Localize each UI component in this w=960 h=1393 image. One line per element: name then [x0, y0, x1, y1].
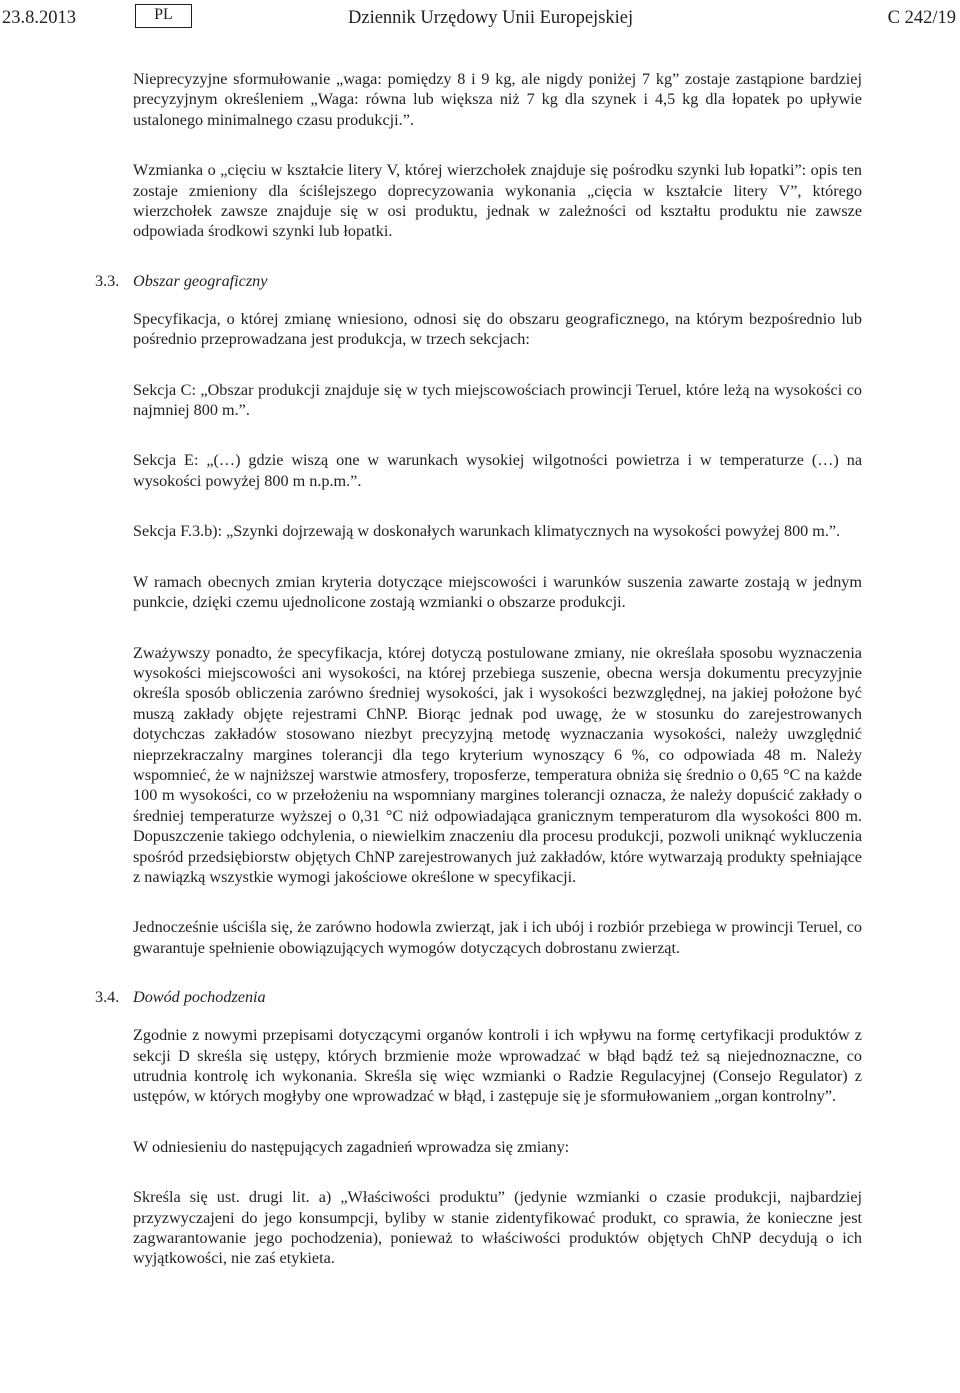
document-body — [0, 69, 960, 1285]
paragraph-section-c: Sekcja C: „Obszar produkcji znajduje się w tych miejscowościach prowincji Teruel, które leżą na wysokości co najmniej 800 m.”. — [133, 380, 862, 420]
page-reference: C 242/19 — [887, 8, 956, 28]
publication-date: 23.8.2013 — [2, 8, 76, 28]
paragraph-control-bodies: Zgodnie z nowymi przepisami dotyczącymi organów kontroli i ich wpływu na formę certyfikacji produktów z sekcji D skreśla się ustępy, których brzmienie może wprowadzać w błąd bądź też są niejednoznaczne, co utrudnia kontrolę ich wykonania. Skreśla się więc wzmianki o Radzie Regulacyjnej (Consejo Regulator) z ustępów, w których mogłyby one wprowadzać w błąd, i zastępuje się je sformułowaniem „organ kontrolny”. — [133, 1026, 862, 1106]
section-heading-3-4 — [0, 987, 960, 1009]
paragraph-animal-welfare: Jednocześnie uściśla się, że zarówno hodowla zwierząt, jak i ich ubój i rozbiór przebiega w prowincji Teruel, co gwarantuje spełnienie obowiązujących wymogów dotyczących dobrostanu zwierząt. — [133, 918, 862, 957]
section-number: 3.3. — [95, 271, 120, 290]
paragraph-changes-intro: W odniesieniu do następujących zagadnień wprowadza się zmiany: — [133, 1137, 570, 1156]
paragraph-current-changes: W ramach obecnych zmian kryteria dotyczące miejscowości i warunków suszenia zawarte zostają w jednym punkcie, dzięki czemu ujednolicone zostają wzmianki o obszarze produkcji. — [133, 572, 862, 612]
section-title: Obszar geograficzny — [133, 271, 268, 290]
paragraph-v-cut: Wzmianka o „cięciu w kształcie litery V, której wierzchołek znajduje się pośrodku szynki lub łopatki”: opis ten zostaje zmieniony dla ściślejszego doprecyzowania wykonania „cięcia w kształcie litery V”, którego wierzchołek zawsze znajduje się w osi produktu, jednak w zależności od kształtu produktu nie zawsze odpowiada środkowi szynki lub łopatki. — [133, 161, 862, 241]
paragraph-section-e: Sekcja E: „(…) gdzie wiszą one w warunkach wysokiej wilgotności powietrza i w temperaturze (…) na wysokości powyżej 800 m n.p.m.”. — [133, 451, 862, 490]
paragraph-product-characteristics: Skreśla się ust. drugi lit. a) „Właściwości produktu” (jedynie wzmianki o czasie produkcji, najbardziej przyzwyczajeni do jego konsumpcji, byliby w stanie zidentyfikować produkt, co sprawia, że konieczne jest zagwarantowanie jego pochodzenia), ponieważ to właściwości produktów objętych ChNP decydują o ich wyjątkowości, nie zaś etykieta. — [133, 1188, 862, 1268]
paragraph-altitude-tolerance: Zważywszy ponadto, że specyfikacja, której dotyczą postulowane zmiany, nie określała sposobu wyznaczenia wysokości miejscowości ani wysokości, na której przebiega suszenie, obecna wersja dokumentu precyzyjnie określa sposób obliczenia zarówno średniej wysokości, jak i wysokości bezwzględnej, na jakiej położone być muszą zakłady objęte rejestrami ChNP. Biorąc jednak pod uwagę, że w stosunku do zarejestrowanych dotychczas zakładów stosowano niezbyt precyzyjną metodę wyznaczania wysokości, należy uwzględnić nieprzekraczalny margines tolerancji dla tego kryterium wynoszący 6 %, co odpowiada 48 m. Należy wspomnieć, że w najniższej warstwie atmosfery, troposferze, temperatura obniża się średnio o 0,65 °C na każde 100 m wysokości, co w przełożeniu na wspomniany margines tolerancji oznacza, że należy dopuścić zakłady o średniej temperaturze wyższej o 0,31 °C niż odpowiadająca granicznym temperaturom dla wysokości 800 m. Dopuszczenie takiego odchylenia, o niewielkim znaczeniu dla procesu produkcji, pozwoli uniknąć wykluczenia spośród przedsiębiorstw objętych ChNP zarejestrowanych już zakładów, które wytwarzają produkty spełniające z nawiązką wszystkie wymogi jakościowe określone w specyfikacji. — [133, 643, 862, 886]
paragraph-weight: Nieprecyzyjne sformułowanie „waga: pomiędzy 8 i 9 kg, ale nigdy poniżej 7 kg” zostaje zastąpione bardziej precyzyjnym określeniem „Waga: równa lub większa niż 7 kg dla szynek i 4,5 kg dla łopatek po upływie ustalonego minimalnego czasu produkcji.”. — [133, 70, 862, 129]
journal-title: Dziennik Urzędowy Unii Europejskiej — [348, 8, 634, 28]
section-heading-3-3 — [0, 271, 960, 293]
section-title: Dowód pochodzenia — [133, 988, 266, 1007]
page-header — [0, 4, 960, 34]
language-code-box: PL — [135, 4, 192, 28]
section-number: 3.4. — [95, 988, 120, 1007]
paragraph-geographic-area: Specyfikacja, o której zmianę wniesiono, odnosi się do obszaru geograficznego, na którym bezpośrednio lub pośrednio przeprowadzana jest produkcja, w trzech sekcjach: — [133, 309, 862, 349]
paragraph-section-f: Sekcja F.3.b): „Szynki dojrzewają w doskonałych warunkach klimatycznych na wysokości powyżej 800 m.”. — [133, 522, 841, 541]
